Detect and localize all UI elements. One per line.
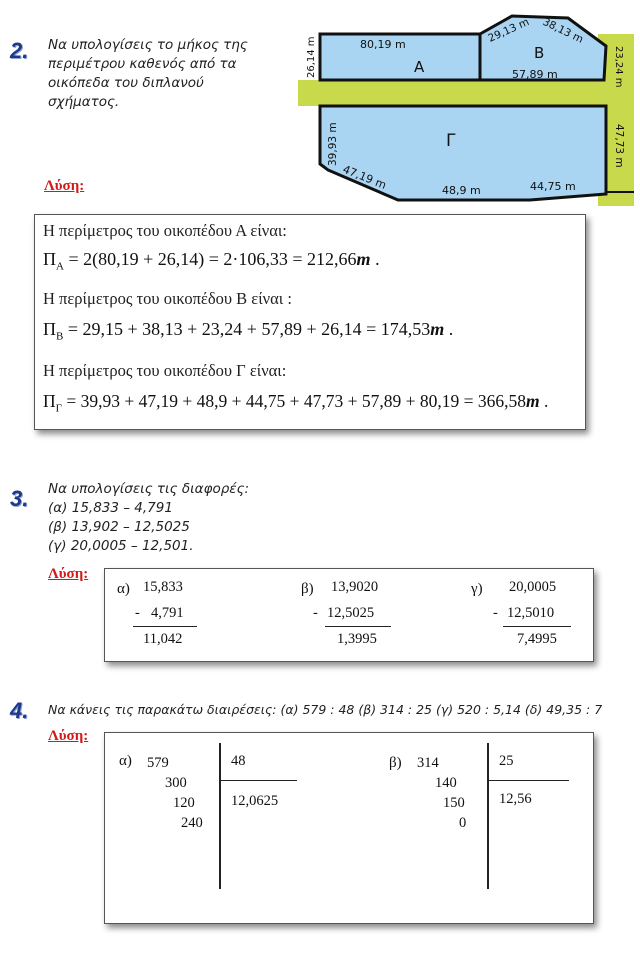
problem-4-solution-label: Λύση:: [48, 728, 89, 744]
division-b-label: β): [389, 755, 402, 771]
division-b-divisor: 25: [499, 753, 514, 769]
problem-3-number: 3.: [10, 486, 29, 511]
dimension-label: 47,19 m: [340, 162, 389, 192]
division-a-horizontal-rule: [219, 780, 297, 781]
dimension-label: 23,24 m: [613, 46, 624, 88]
dimension-label: 47,73 m: [613, 124, 625, 168]
problem-3-solution-box: [104, 568, 594, 662]
perimeter-b-label: Η περίμετρος του οικοπέδου Β είναι :: [43, 289, 292, 308]
division-b-horizontal-rule: [487, 780, 569, 781]
division-b-quotient: 12,56: [499, 791, 532, 807]
problem-2-line: περιμέτρου καθενός από τα: [48, 56, 237, 72]
subtraction-b-result: 1,3995: [337, 631, 377, 647]
equation-body: = 29,15 + 38,13 + 23,24 + 57,89 + 26,14 = 174,53: [63, 319, 431, 339]
problem-4-number: 4.: [10, 698, 29, 723]
plot-g-label: Γ: [446, 131, 456, 151]
perimeter-subscript: Γ: [55, 402, 62, 415]
period: .: [444, 319, 454, 339]
subtraction-c-label: γ): [471, 581, 483, 597]
period: .: [539, 391, 549, 411]
problem-3-line: (β) 13,902 – 12,5025: [48, 519, 190, 535]
dimension-label: 80,19 m: [360, 38, 406, 51]
perimeter-symbol: Π: [43, 319, 56, 339]
division-b-step: 140: [435, 775, 457, 791]
subtraction-a-label: α): [117, 581, 130, 597]
equation-body: = 2(80,19 + 26,14) = 2·106,33 = 212,66: [63, 249, 357, 269]
problem-2-text: [48, 36, 288, 112]
subtraction-b-minus: -: [313, 605, 318, 621]
subtraction-a-result: 11,042: [143, 631, 183, 647]
perimeter-g-label: Η περίμετρος του οικοπέδου Γ είναι:: [43, 361, 287, 380]
problem-4-solution-box: [104, 732, 594, 924]
plot-a-label: Α: [414, 58, 425, 76]
dimension-label: 26,14 m: [306, 36, 317, 78]
division-a-step: 120: [173, 795, 195, 811]
division-a-dividend: 579: [147, 755, 169, 771]
subtraction-b-rule: [325, 626, 391, 627]
perimeter-symbol: Π: [43, 249, 56, 269]
perimeter-g-equation: [43, 391, 548, 415]
dimension-label: 44,75 m: [530, 180, 576, 193]
division-a-label: α): [119, 753, 132, 769]
unit: m: [525, 391, 540, 411]
perimeter-symbol: Π: [43, 391, 56, 411]
division-b-vertical-rule: [487, 743, 489, 889]
equation-body: = 39,93 + 47,19 + 48,9 + 44,75 + 47,73 + 57,89 + 80,19 = 366,58: [62, 391, 526, 411]
division-a-step: 240: [181, 815, 203, 831]
subtraction-c-bottom: 12,5010: [507, 605, 555, 621]
problem-2-line: οικόπεδα του διπλανού: [48, 75, 204, 91]
division-a-vertical-rule: [219, 743, 221, 889]
problem-4-text: Να κάνεις τις παρακάτω διαιρέσεις: (α) 579 : 48 (β) 314 : 25 (γ) 520 : 5,14 (δ) 49,35 : 7: [48, 702, 603, 717]
subtraction-a-minus: -: [135, 605, 140, 621]
subtraction-c-rule: [503, 626, 571, 627]
subtraction-c-top: 20,0005: [509, 579, 557, 595]
problem-3-solution-label: Λύση:: [48, 566, 89, 582]
perimeter-subscript: Α: [56, 260, 64, 273]
division-a-quotient: 12,0625: [231, 793, 279, 809]
problem-3-text: [48, 480, 348, 556]
division-a-step: 300: [165, 775, 187, 791]
problem-2-number: 2.: [10, 38, 29, 63]
unit: m: [356, 249, 371, 269]
subtraction-a-bottom: 4,791: [151, 605, 184, 621]
road-horizontal: [298, 80, 634, 106]
dimension-label: 48,9 m: [442, 184, 481, 197]
problem-2-line: σχήματος.: [48, 94, 120, 110]
division-a-divisor: 48: [231, 753, 246, 769]
dimension-label: 39,93 m: [327, 122, 339, 166]
subtraction-b-top: 13,9020: [331, 579, 379, 595]
dimension-label: 57,89 m: [512, 68, 558, 81]
subtraction-c-result: 7,4995: [517, 631, 557, 647]
perimeter-a-label: Η περίμετρος του οικοπέδου Α είναι:: [43, 221, 287, 240]
subtraction-a-top: 15,833: [143, 579, 183, 595]
perimeter-subscript: Β: [56, 330, 64, 343]
problem-3-line: (α) 15,833 – 4,791: [48, 500, 173, 516]
subtraction-b-label: β): [301, 581, 314, 597]
plots-diagram: [298, 14, 634, 206]
problem-2-solution-label: Λύση:: [44, 178, 85, 194]
division-b-step: 0: [459, 815, 467, 831]
period: .: [370, 249, 380, 269]
unit: m: [430, 319, 445, 339]
dimension-label: 38,13 m: [540, 15, 586, 46]
division-b-step: 150: [443, 795, 465, 811]
division-b-dividend: 314: [417, 755, 439, 771]
problem-2-solution-box: [34, 214, 586, 430]
problem-2-line: Να υπολογίσεις το μήκος της: [48, 37, 248, 53]
perimeter-b-equation: [43, 319, 453, 343]
plot-b-label: Β: [534, 44, 545, 62]
subtraction-c-minus: -: [493, 605, 498, 621]
problem-3-line: Να υπολογίσεις τις διαφορές:: [48, 481, 250, 497]
perimeter-a-equation: [43, 249, 380, 273]
subtraction-b-bottom: 12,5025: [327, 605, 375, 621]
subtraction-a-rule: [133, 626, 197, 627]
dimension-label: 29,13 m: [486, 16, 532, 45]
problem-3-line: (γ) 20,0005 – 12,501.: [48, 538, 194, 554]
